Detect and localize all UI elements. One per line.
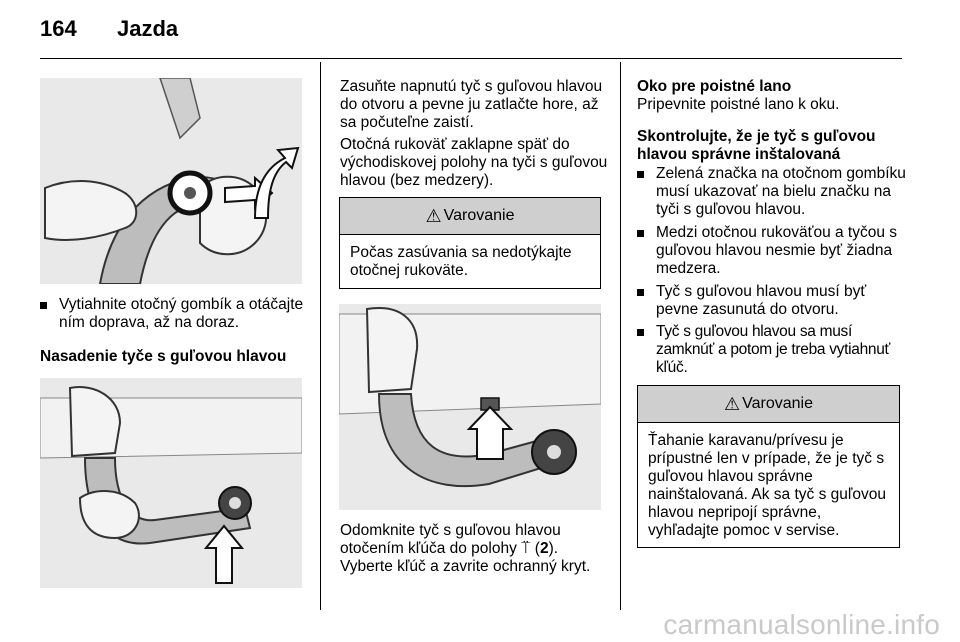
check-bullet-text-3: Tyč s guľovou hlavou musí byť pevne zasunutá do otvoru. [656,283,867,318]
paragraph-remove-key: Vyberte kľúč a zavrite ochranný kryt. [340,558,591,575]
lock-key-icon: ⍡ [521,540,531,557]
check-bullet-2 [637,224,907,278]
paragraph-handle: Otočná rukoväť zaklapne späť do východiskovej polohy na tyči s guľovou hlavou (bez medzery). [340,136,608,189]
section-heading-insert: Nasadenie tyče s guľovou hlavou [40,348,287,365]
key-position-number: 2 [539,540,549,557]
warning-box-2 [637,385,900,548]
figure-unlock-key [339,304,601,510]
warning-header-2 [638,386,899,423]
page-title: Jazda [117,16,179,41]
figure-insert-bar [40,378,302,588]
warning-header-1 [340,198,600,235]
step-bullet [40,296,310,332]
header-rule [40,58,902,59]
check-bullet-4 [637,323,907,377]
check-bullet-text-4: Tyč s guľovou hlavou sa musí zamknúť a potom je treba vytiahnuť kľúč. [656,323,891,376]
paragraph-safety-cable: Pripevnite poistné lano k oku. [637,96,840,113]
check-bullet-text-1: Zelená značka na otočnom gombíku musí ukazovať na bielu značku na tyči s guľovou hlavou. [656,165,906,218]
paragraph-unlock-b: ( [534,540,540,557]
check-bullet-text-2: Medzi otočnou rukoväťou a tyčou s guľovou hlavou nesmie byť žiadna medzera. [656,224,898,277]
paragraph-insert: Zasuňte napnutú tyč s guľovou hlavou do otvoru a pevne ju zatlačte hore, až sa počuteľne zaistí. [340,78,603,131]
section-heading-safety-eye: Oko pre poistné lano [637,78,792,95]
warning-box-1 [339,197,601,289]
warning-triangle-icon: ⚠ [724,393,741,414]
paragraph-unlock-a: Odomknite tyč s guľovou hlavou otočením kľúča do polohy [340,522,561,557]
warning-triangle-icon: ⚠ [425,205,442,226]
warning-text-2: Ťahanie karavanu/prívesu je prípustné len v prípade, že je tyč s guľovou hlavou správne nainštalovaná. Ak sa tyč s guľovou hlavou nepripojí správne, vyhľadajte pomoc v servise. [648,432,887,539]
check-bullet-3 [637,283,907,319]
column-divider-1 [320,62,321,610]
paragraph-unlock [340,522,615,576]
column-divider-2 [620,62,621,610]
warning-text-1: Počas zasúvania sa nedotýkajte otočnej rukoväte. [350,244,572,279]
warning-title-2: Varovanie [742,395,813,412]
warning-title-1: Varovanie [443,207,515,224]
check-bullet-1 [637,165,907,219]
paragraph-unlock-c: ). [548,540,559,557]
watermark: carmanualsonline.info [663,609,940,640]
figure-remove-knob [40,78,302,284]
section-heading-check: Skontrolujte, že je tyč s guľovou hlavou správne inštalovaná [637,128,876,163]
step-bullet-text: Vytiahnite otočný gombík a otáčajte ním doprava, až na doraz. [59,296,304,331]
page-number: 164 [40,16,77,41]
